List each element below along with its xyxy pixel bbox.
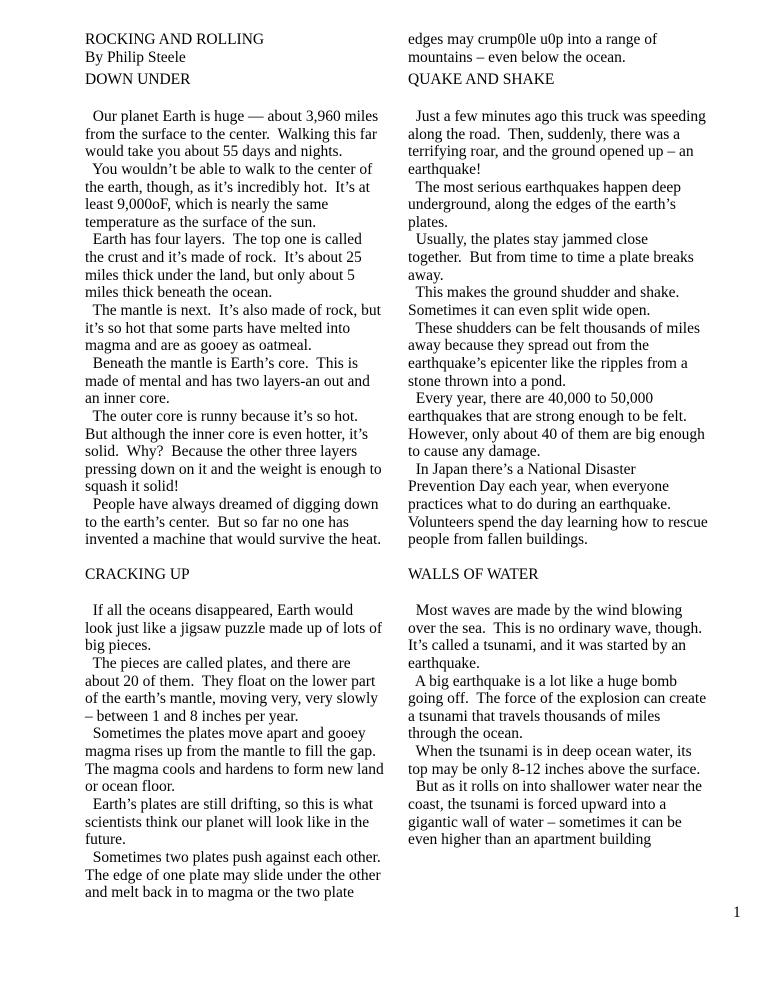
text-line: mountains – even below the ocean.	[408, 48, 626, 66]
text-line: However, only about 40 of them are big enough	[408, 425, 705, 443]
text-line: A big earthquake is a lot like a huge bomb	[408, 672, 678, 690]
text-line: Usually, the plates stay jammed close	[408, 231, 649, 249]
text-line: least 9,000oF, which is nearly the same	[85, 196, 329, 214]
text-line: Every year, there are 40,000 to 50,000	[408, 390, 654, 408]
text-line: plates.	[408, 213, 449, 231]
text-line: earthquake!	[408, 160, 482, 178]
section-body-cracking-up	[85, 602, 395, 902]
text-line: The outer core is runny because it’s so hot.	[85, 407, 359, 425]
text-line: These shudders can be felt thousands of miles	[408, 319, 700, 337]
text-line: and melt back in to magma or the two plate	[85, 884, 355, 902]
text-line: miles thick beneath the ocean.	[85, 284, 273, 302]
text-line: If all the oceans disappeared, Earth would	[85, 602, 354, 619]
text-line: It’s called a tsunami, and it was started by an	[408, 637, 687, 655]
text-line: Most waves are made by the wind blowing	[408, 602, 683, 619]
text-line: over the sea. This is no ordinary wave, though.	[408, 619, 703, 637]
text-line: Volunteers spend the day learning how to rescue	[408, 513, 708, 531]
text-line: The mantle is next. It’s also made of rock, but	[85, 302, 381, 320]
text-line: Our planet Earth is huge — about 3,960 miles	[85, 108, 379, 125]
text-line: along the road. Then, suddenly, there was a	[408, 125, 681, 143]
text-line: Just a few minutes ago this truck was speeding	[408, 108, 706, 125]
text-line: earthquakes that are strong enough to be felt.	[408, 407, 687, 425]
section-body-quake-and-shake	[408, 108, 738, 549]
text-line: would take you about 55 days and nights.	[85, 143, 343, 161]
section-heading-quake-and-shake: QUAKE AND SHAKE	[408, 71, 555, 88]
text-line: – between 1 and 8 inches per year.	[85, 707, 299, 725]
text-line: The pieces are called plates, and there are	[85, 654, 351, 672]
text-line: even higher than an apartment building	[408, 831, 652, 849]
text-line: of the earth’s mantle, moving very, very slowly	[85, 690, 378, 708]
text-line: future.	[85, 831, 126, 849]
text-line: pressing down on it and the weight is enough to	[85, 460, 382, 478]
text-line: terrifying roar, and the ground opened up – an	[408, 143, 694, 161]
text-line: Sometimes the plates move apart and gooey	[85, 725, 366, 743]
text-line: going off. The force of the explosion can create	[408, 690, 707, 708]
text-line: The edge of one plate may slide under the other	[85, 866, 381, 884]
section-body-walls-of-water	[408, 602, 738, 849]
text-line: earthquake.	[408, 654, 480, 672]
text-line: Earth has four layers. The top one is called	[85, 231, 362, 249]
text-line: scientists think our planet will look like in the	[85, 813, 370, 831]
text-line: The magma cools and hardens to form new land	[85, 760, 384, 778]
text-line: the crust and it’s made of rock. It’s about 25	[85, 249, 362, 267]
text-line: coast, the tsunami is forced upward into a	[408, 796, 667, 814]
text-line: Sometimes two plates push against each other.	[85, 848, 381, 866]
text-line: Sometimes it can even split wide open.	[408, 302, 651, 320]
text-line: people from fallen buildings.	[408, 531, 588, 549]
text-line: temperature as the surface of the sun.	[85, 213, 317, 231]
text-line: squash it solid!	[85, 478, 179, 496]
text-line: a tsunami that travels thousands of miles	[408, 707, 661, 725]
text-line: But although the inner core is even hotter, it’s	[85, 425, 369, 443]
text-line: magma rises up from the mantle to fill the gap.	[85, 743, 376, 761]
text-line: miles thick under the land, but only about 5	[85, 266, 355, 284]
text-line: Prevention Day each year, when everyone	[408, 478, 670, 496]
text-line: to cause any damage.	[408, 443, 541, 461]
title-block	[85, 31, 395, 66]
text-line: away because they spread out from the	[408, 337, 650, 355]
text-line: Earth’s plates are still drifting, so this is what	[85, 796, 373, 814]
text-line: By Philip Steele	[85, 48, 186, 66]
section-body-down-under	[85, 108, 395, 549]
text-line: away.	[408, 266, 444, 284]
text-line: to the earth’s center. But so far no one has	[85, 513, 349, 531]
text-line: People have always dreamed of digging down	[85, 496, 379, 514]
text-line: about 20 of them. They float on the lower part	[85, 672, 376, 690]
text-line: You wouldn’t be able to walk to the center of	[85, 160, 373, 178]
text-line: practices what to do during an earthquake.	[408, 496, 671, 514]
text-line: Beneath the mantle is Earth’s core. This is	[85, 354, 359, 372]
text-line: it’s so hot that some parts have melted into	[85, 319, 351, 337]
text-line: edges may crump0le u0p into a range of	[408, 31, 658, 48]
text-line: When the tsunami is in deep ocean water, its	[408, 743, 692, 761]
text-line: stone thrown into a pond.	[408, 372, 566, 390]
text-line: magma and are as gooey as oatmeal.	[85, 337, 312, 355]
text-line: gigantic wall of water – sometimes it can be	[408, 813, 682, 831]
section-heading-cracking-up: CRACKING UP	[85, 566, 190, 583]
text-line: underground, along the edges of the earth’s	[408, 196, 676, 214]
text-line: earthquake’s epicenter like the ripples from a	[408, 354, 688, 372]
text-line: an inner core.	[85, 390, 170, 408]
text-line: the earth, though, as it’s incredibly hot. It’s at	[85, 178, 370, 196]
text-line: invented a machine that would survive the heat.	[85, 531, 382, 549]
section-heading-walls-of-water: WALLS OF WATER	[408, 566, 539, 583]
text-line: ROCKING AND ROLLING	[85, 31, 265, 48]
text-line: look just like a jigsaw puzzle made up of lots of	[85, 619, 383, 637]
text-line: or ocean floor.	[85, 778, 175, 796]
continuation-text	[408, 31, 738, 66]
text-line: made of mental and has two layers-an out and	[85, 372, 370, 390]
text-line: The most serious earthquakes happen deep	[408, 178, 682, 196]
text-line: together. But from time to time a plate breaks	[408, 249, 694, 267]
text-line: In Japan there’s a National Disaster	[408, 460, 636, 478]
text-line: solid. Why? Because the other three layers	[85, 443, 358, 461]
text-line: This makes the ground shudder and shake.	[408, 284, 680, 302]
page-number: 1	[733, 904, 741, 921]
section-heading-down-under: DOWN UNDER	[85, 71, 191, 88]
text-line: But as it rolls on into shallower water near the	[408, 778, 703, 796]
text-line: through the ocean.	[408, 725, 523, 743]
text-line: from the surface to the center. Walking this far	[85, 125, 378, 143]
text-line: top may be only 8-12 inches above the surface.	[408, 760, 701, 778]
text-line: big pieces.	[85, 637, 152, 655]
